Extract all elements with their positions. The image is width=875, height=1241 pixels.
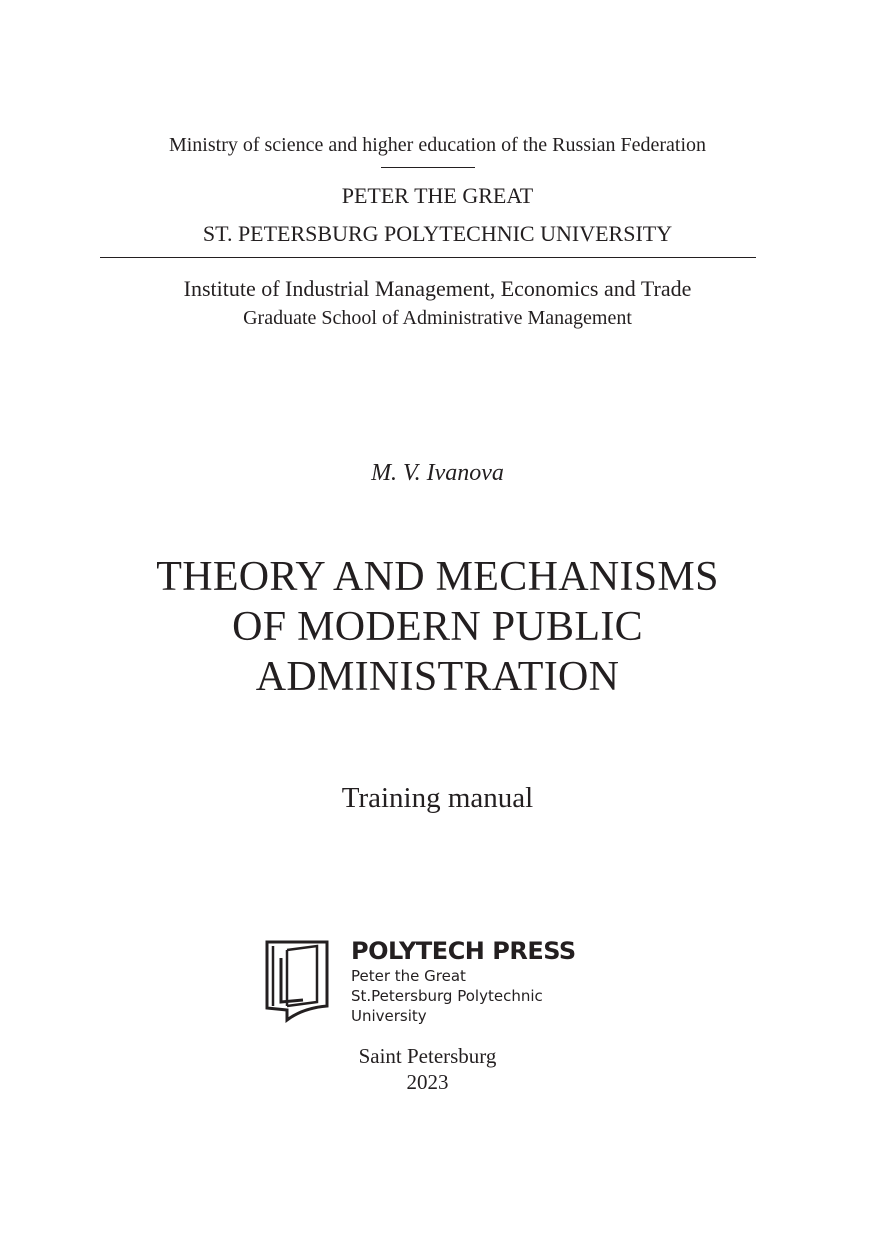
author-name: M. V. Ivanova xyxy=(371,460,504,486)
publisher-block xyxy=(351,936,576,1026)
short-divider xyxy=(381,167,475,168)
book-title-line2: OF MODERN PUBLIC xyxy=(232,604,643,650)
institute-name: Institute of Industrial Management, Economics and Trade xyxy=(183,276,692,301)
university-name-line1: PETER THE GREAT xyxy=(341,183,534,208)
book-title-line1: THEORY AND MECHANISMS xyxy=(156,554,719,600)
ministry-line: Ministry of science and higher education of the Russian Federation xyxy=(168,134,707,156)
book-title xyxy=(0,552,875,702)
book-title-line3: ADMINISTRATION xyxy=(255,654,620,700)
imprint-year: 2023 xyxy=(406,1070,449,1094)
long-divider xyxy=(100,257,756,258)
publisher-line1: Peter the Great xyxy=(351,967,466,985)
publisher-line3: University xyxy=(351,1007,427,1025)
publisher-name: POLYTECH PRESS xyxy=(351,937,576,965)
book-logo-icon xyxy=(265,940,329,1024)
university-name-line2: ST. PETERSBURG POLYTECHNIC UNIVERSITY xyxy=(202,221,673,246)
imprint-city: Saint Petersburg xyxy=(358,1044,497,1068)
school-name: Graduate School of Administrative Management xyxy=(243,307,632,329)
publisher-line2: St.Petersburg Polytechnic xyxy=(351,987,543,1005)
book-subtitle: Training manual xyxy=(341,782,534,814)
